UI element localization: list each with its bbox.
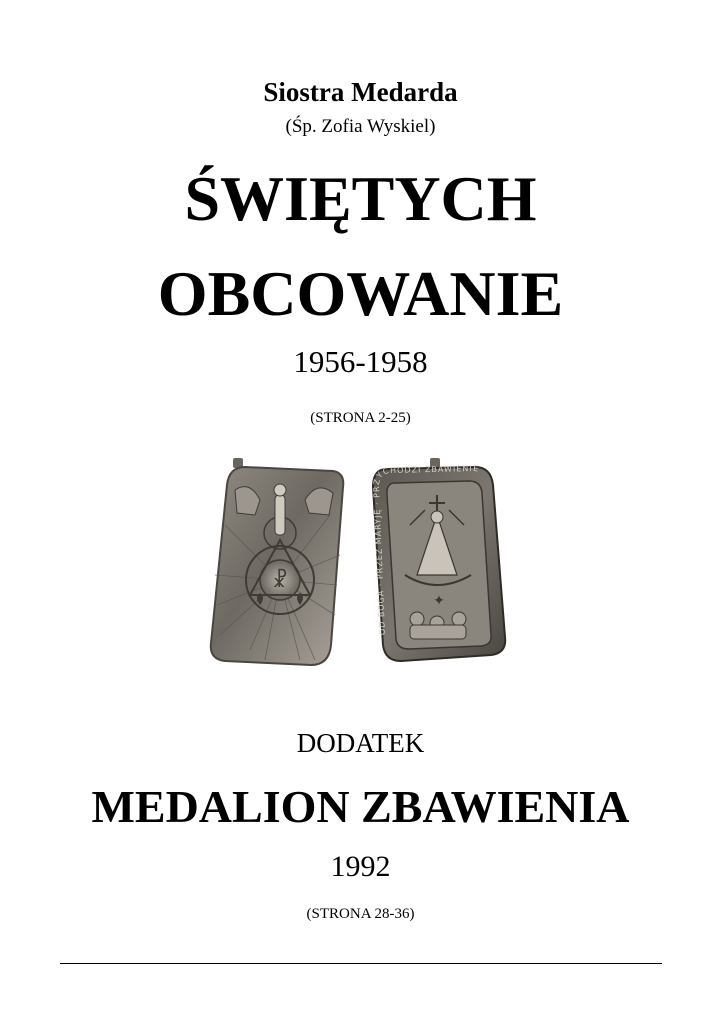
svg-text:✦: ✦	[433, 593, 445, 609]
appendix-title: MEDALION ZBAWIENIA	[91, 781, 630, 832]
author-note: (Śp. Zofia Wyskiel)	[285, 116, 436, 137]
medal-obverse	[211, 458, 344, 665]
footer-divider	[60, 963, 662, 964]
svg-text:☧: ☧	[272, 568, 288, 592]
page-range-main: (STRONA 2-25)	[310, 410, 411, 426]
medal-reverse	[372, 458, 505, 661]
title-line-1: ŚWIĘTYCH	[184, 163, 537, 234]
medal-inscription: OD BOGA · PRZEZ MARYJĘ · PRZYCHODZI ZBAWIENIE	[371, 463, 480, 636]
title-line-2: OBCOWANIE	[157, 258, 564, 329]
page-range-appendix: (STRONA 28-36)	[306, 906, 415, 922]
author-name: Siostra Medarda	[263, 77, 458, 107]
appendix-label: DODATEK	[296, 728, 425, 758]
medallion-photo	[205, 455, 515, 675]
years: 1956-1958	[293, 344, 428, 379]
appendix-year: 1992	[330, 850, 391, 883]
